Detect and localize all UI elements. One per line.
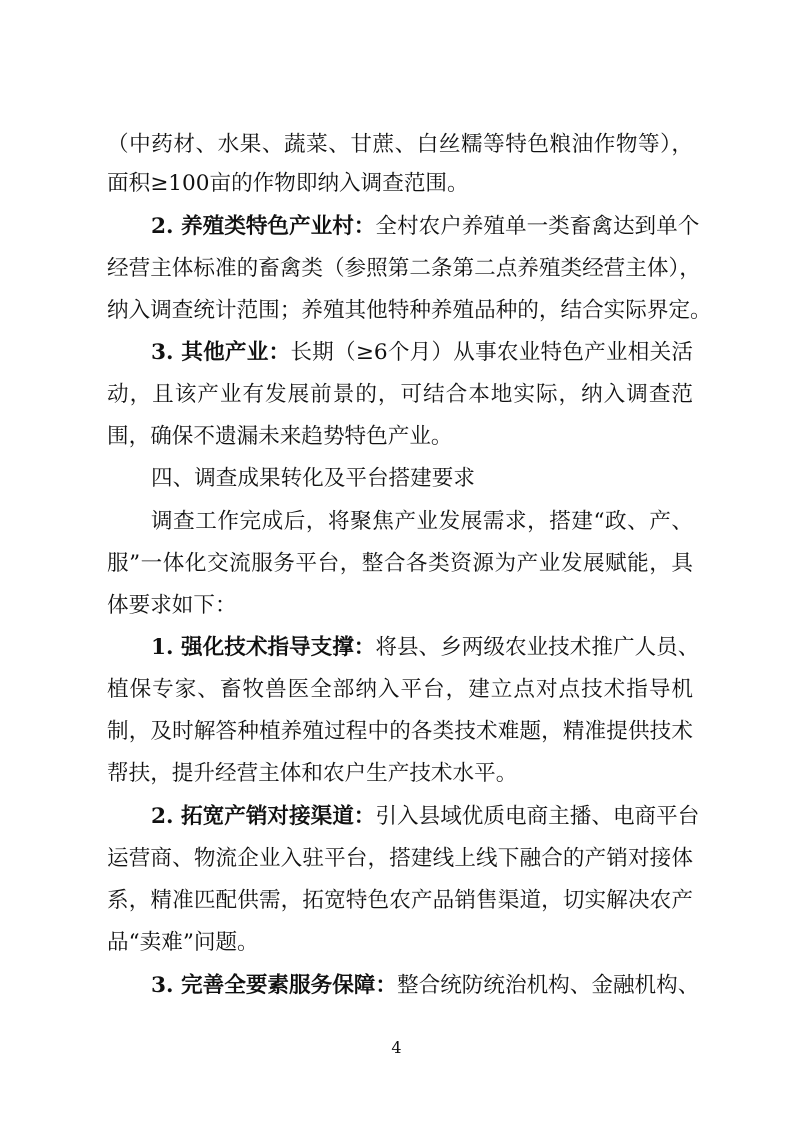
list-item-heading: 3. 完善全要素服务保障：	[151, 973, 397, 998]
section-heading	[151, 459, 693, 499]
text-line	[107, 923, 693, 963]
list-item-heading-line	[151, 207, 700, 247]
section-heading-text: 四、调查成果转化及平台搭建要求	[151, 466, 475, 491]
text-line	[107, 249, 701, 289]
line-text: 制，及时解答种植养殖过程中的各类技术难题，精准提供技术	[107, 719, 693, 744]
text-line	[107, 839, 693, 879]
line-text: 将县、乡两级农业技术推广人员、	[375, 635, 700, 660]
text-line	[107, 670, 693, 710]
line-text: 调查工作完成后，将聚焦产业发展需求，搭建“政、产、	[151, 509, 693, 534]
text-line	[107, 291, 712, 331]
line-text: 运营商、物流企业入驻平台，搭建线上线下融合的产销对接体	[107, 846, 693, 871]
line-text: 围，确保不遗漏未来趋势特色产业。	[107, 424, 453, 449]
line-text: 动，且该产业有发展前景的，可结合本地实际，纳入调查范	[107, 382, 693, 407]
list-item-heading: 2. 养殖类特色产业村：	[151, 214, 376, 239]
line-text: 整合统防统治机构、金融机构、	[397, 973, 700, 998]
line-text: 帮扶，提升经营主体和农户生产技术水平。	[107, 761, 518, 786]
text-line	[107, 544, 693, 584]
line-text: 体要求如下：	[107, 593, 237, 618]
text-line	[107, 417, 693, 457]
line-text: 品“卖难”问题。	[107, 930, 259, 955]
line-text: 服”一体化交流服务平台，整合各类资源为产业发展赋能，具	[107, 551, 693, 576]
line-text: 系，精准匹配供需，拓宽特色农产品销售渠道，切实解决农产	[107, 888, 693, 913]
list-item-heading: 2. 拓宽产销对接渠道：	[151, 804, 376, 829]
list-item-heading: 1. 强化技术指导支撑：	[151, 635, 376, 660]
line-text: 经营主体标准的畜禽类（参照第二条第二点养殖类经营主体），	[107, 256, 701, 281]
list-item-heading-line	[151, 628, 700, 668]
text-line	[107, 125, 693, 165]
line-text: 面积≥100亩的作物即纳入调查范围。	[107, 171, 469, 196]
text-line	[107, 754, 693, 794]
list-item-heading-line	[151, 797, 700, 837]
text-line	[107, 712, 693, 752]
line-text: （中药材、水果、蔬菜、甘蔗、白丝糯等特色粮油作物等），	[107, 132, 693, 157]
text-line	[107, 164, 693, 204]
page-number: 4	[391, 1038, 402, 1057]
text-line	[107, 375, 693, 415]
line-text: 引入县域优质电商主播、电商平台	[375, 804, 700, 829]
text-line	[107, 881, 693, 921]
line-text: 长期（≥6个月）从事农业特色产业相关活	[290, 340, 693, 365]
line-text: 纳入调查统计范围；养殖其他特种养殖品种的，结合实际界定。	[107, 298, 712, 323]
text-line	[107, 586, 693, 626]
line-text: 植保专家、畜牧兽医全部纳入平台，建立点对点技术指导机	[107, 677, 693, 702]
text-line	[151, 502, 693, 542]
list-item-heading: 3. 其他产业：	[151, 340, 291, 365]
list-item-heading-line	[151, 966, 700, 1006]
line-text: 全村农户养殖单一类畜禽达到单个	[375, 214, 700, 239]
list-item-heading-line	[151, 333, 693, 373]
